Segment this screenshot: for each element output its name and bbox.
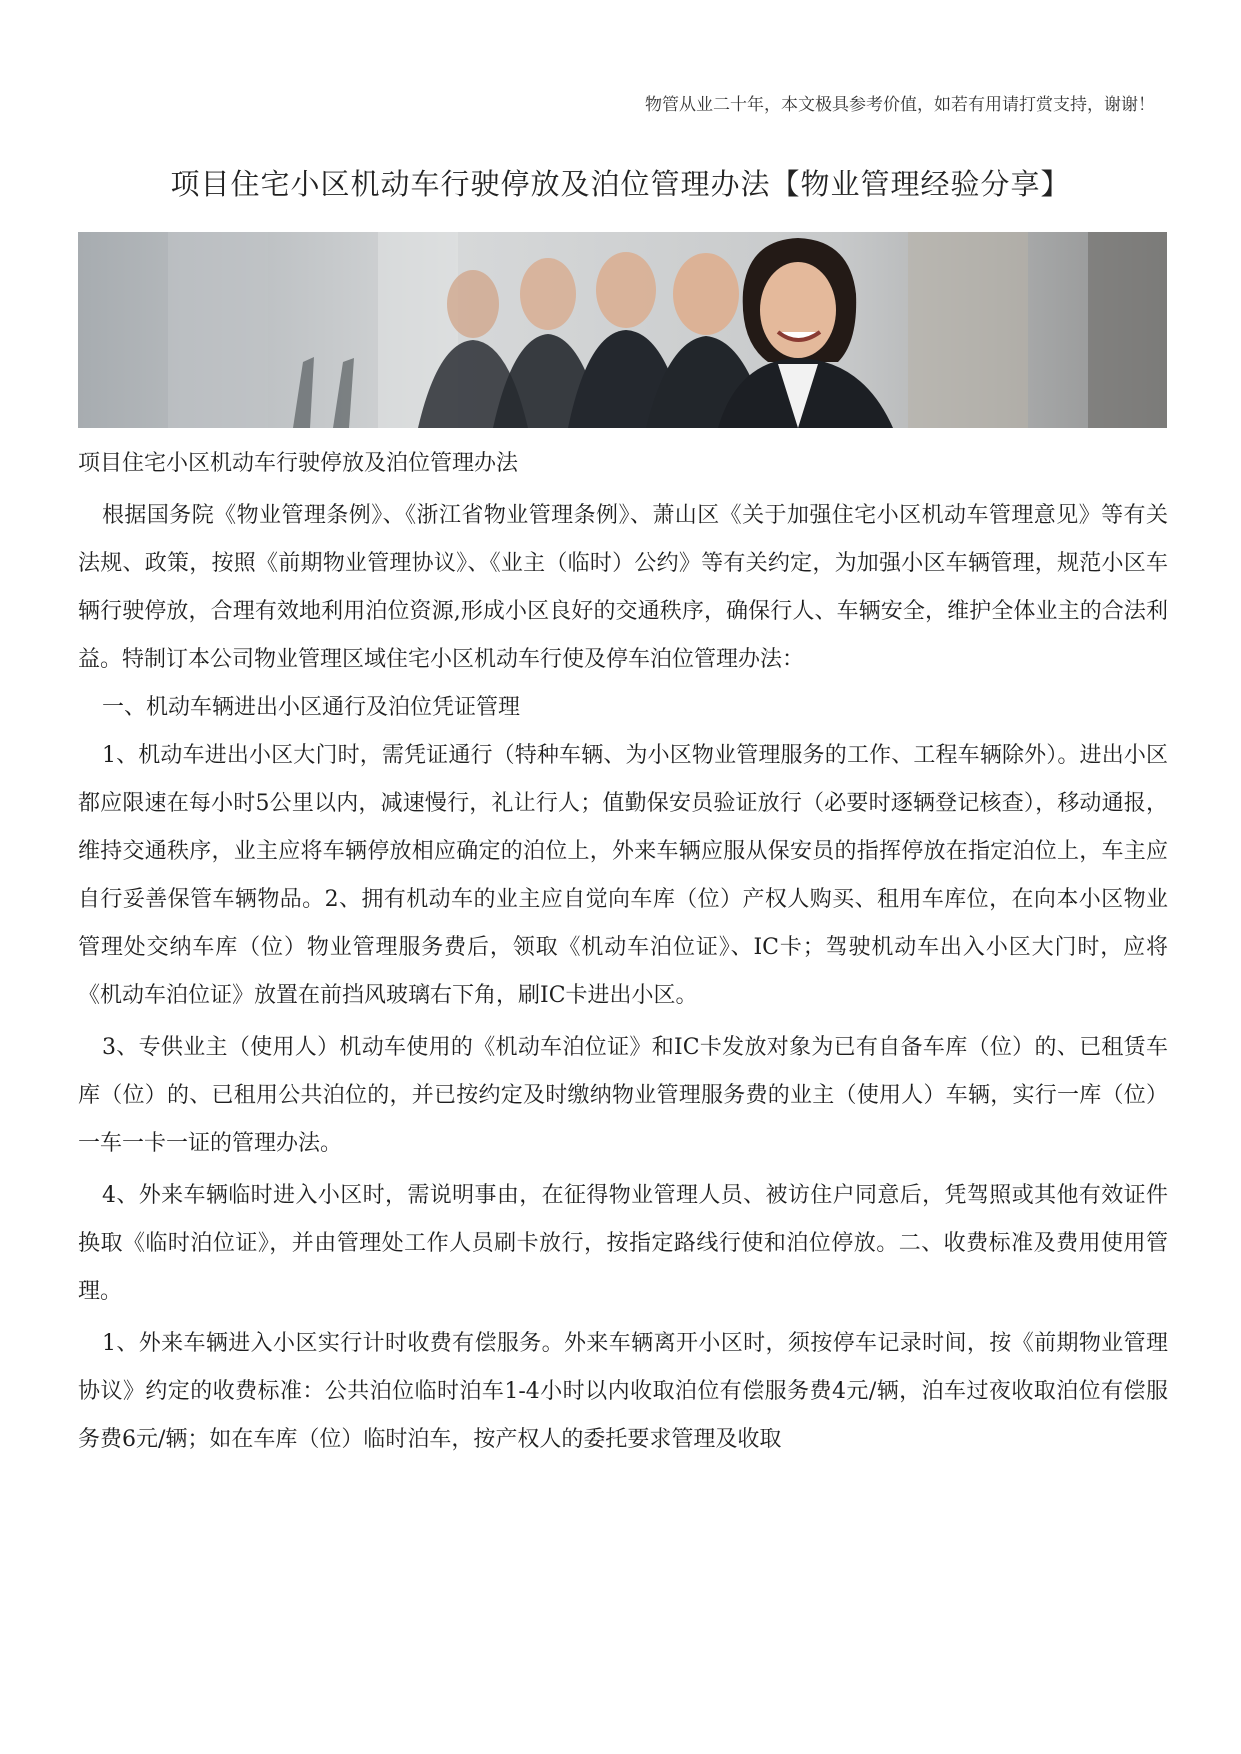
banner-image	[78, 232, 1167, 428]
business-team-photo-icon	[78, 232, 1167, 428]
paragraph-intro: 根据国务院《物业管理条例》、《浙江省物业管理条例》、萧山区《关于加强住宅小区机动车管理意见》等有关法规、政策，按照《前期物业管理协议》、《业主（临时）公约》等有关约定，为加强小区车辆管理，规范小区车辆行驶停放，合理有效地利用泊位资源,形成小区良好的交通秩序，确保行人、车辆安全，维护全体业主的合法利益。特制订本公司物业管理区域住宅小区机动车行使及停车泊位管理办法：	[78, 503, 1168, 672]
document-body	[78, 448, 1168, 1464]
document-subtitle: 项目住宅小区机动车行驶停放及泊位管理办法	[78, 451, 519, 476]
paragraph-item-3: 3、专供业主（使用人）机动车使用的《机动车泊位证》和IC卡发放对象为已有自备车库（位）的、已租赁车库（位）的、已租用公共泊位的，并已按约定及时缴纳物业管理服务费的业主（使用人）车辆，实行一库（位）一车一卡一证的管理办法。	[78, 1035, 1168, 1156]
paragraph-item-1: 1、机动车进出小区大门时，需凭证通行（特种车辆、为小区物业管理服务的工作、工程车辆除外）。进出小区都应限速在每小时5公里以内，减速慢行，礼让行人；值勤保安员验证放行（必要时逐辆登记核查），移动通报，维持交通秩序，业主应将车辆停放相应确定的泊位上，外来车辆应服从保安员的指挥停放在指定泊位上，车主应自行妥善保管车辆物品。2、拥有机动车的业主应自觉向车库（位）产权人购买、租用车库位，在向本小区物业管理处交纳车库（位）物业管理服务费后，领取《机动车泊位证》、IC卡；驾驶机动车出入小区大门时，应将《机动车泊位证》放置在前挡风玻璃右下角，刷IC卡进出小区。	[78, 743, 1168, 1008]
paragraph-item-4: 4、外来车辆临时进入小区时，需说明事由，在征得物业管理人员、被访住户同意后，凭驾照或其他有效证件换取《临时泊位证》，并由管理处工作人员刷卡放行，按指定路线行使和泊位停放。二、收费标准及费用使用管理。	[78, 1183, 1168, 1304]
paragraph-fee-1: 1、外来车辆进入小区实行计时收费有偿服务。外来车辆离开小区时，须按停车记录时间，按《前期物业管理协议》约定的收费标准：公共泊位临时泊车1-4小时以内收取泊位有偿服务费4元/辆，泊车过夜收取泊位有偿服务费6元/辆；如在车库（位）临时泊车，按产权人的委托要求管理及收取	[78, 1331, 1168, 1452]
header-note: 物管从业二十年，本文极具参考价值，如若有用请打赏支持，谢谢！	[645, 95, 1155, 115]
document-title: 项目住宅小区机动车行驶停放及泊位管理办法【物业管理经验分享】	[170, 167, 1071, 201]
section-heading-1: 一、机动车辆进出小区通行及泊位凭证管理	[102, 695, 521, 720]
